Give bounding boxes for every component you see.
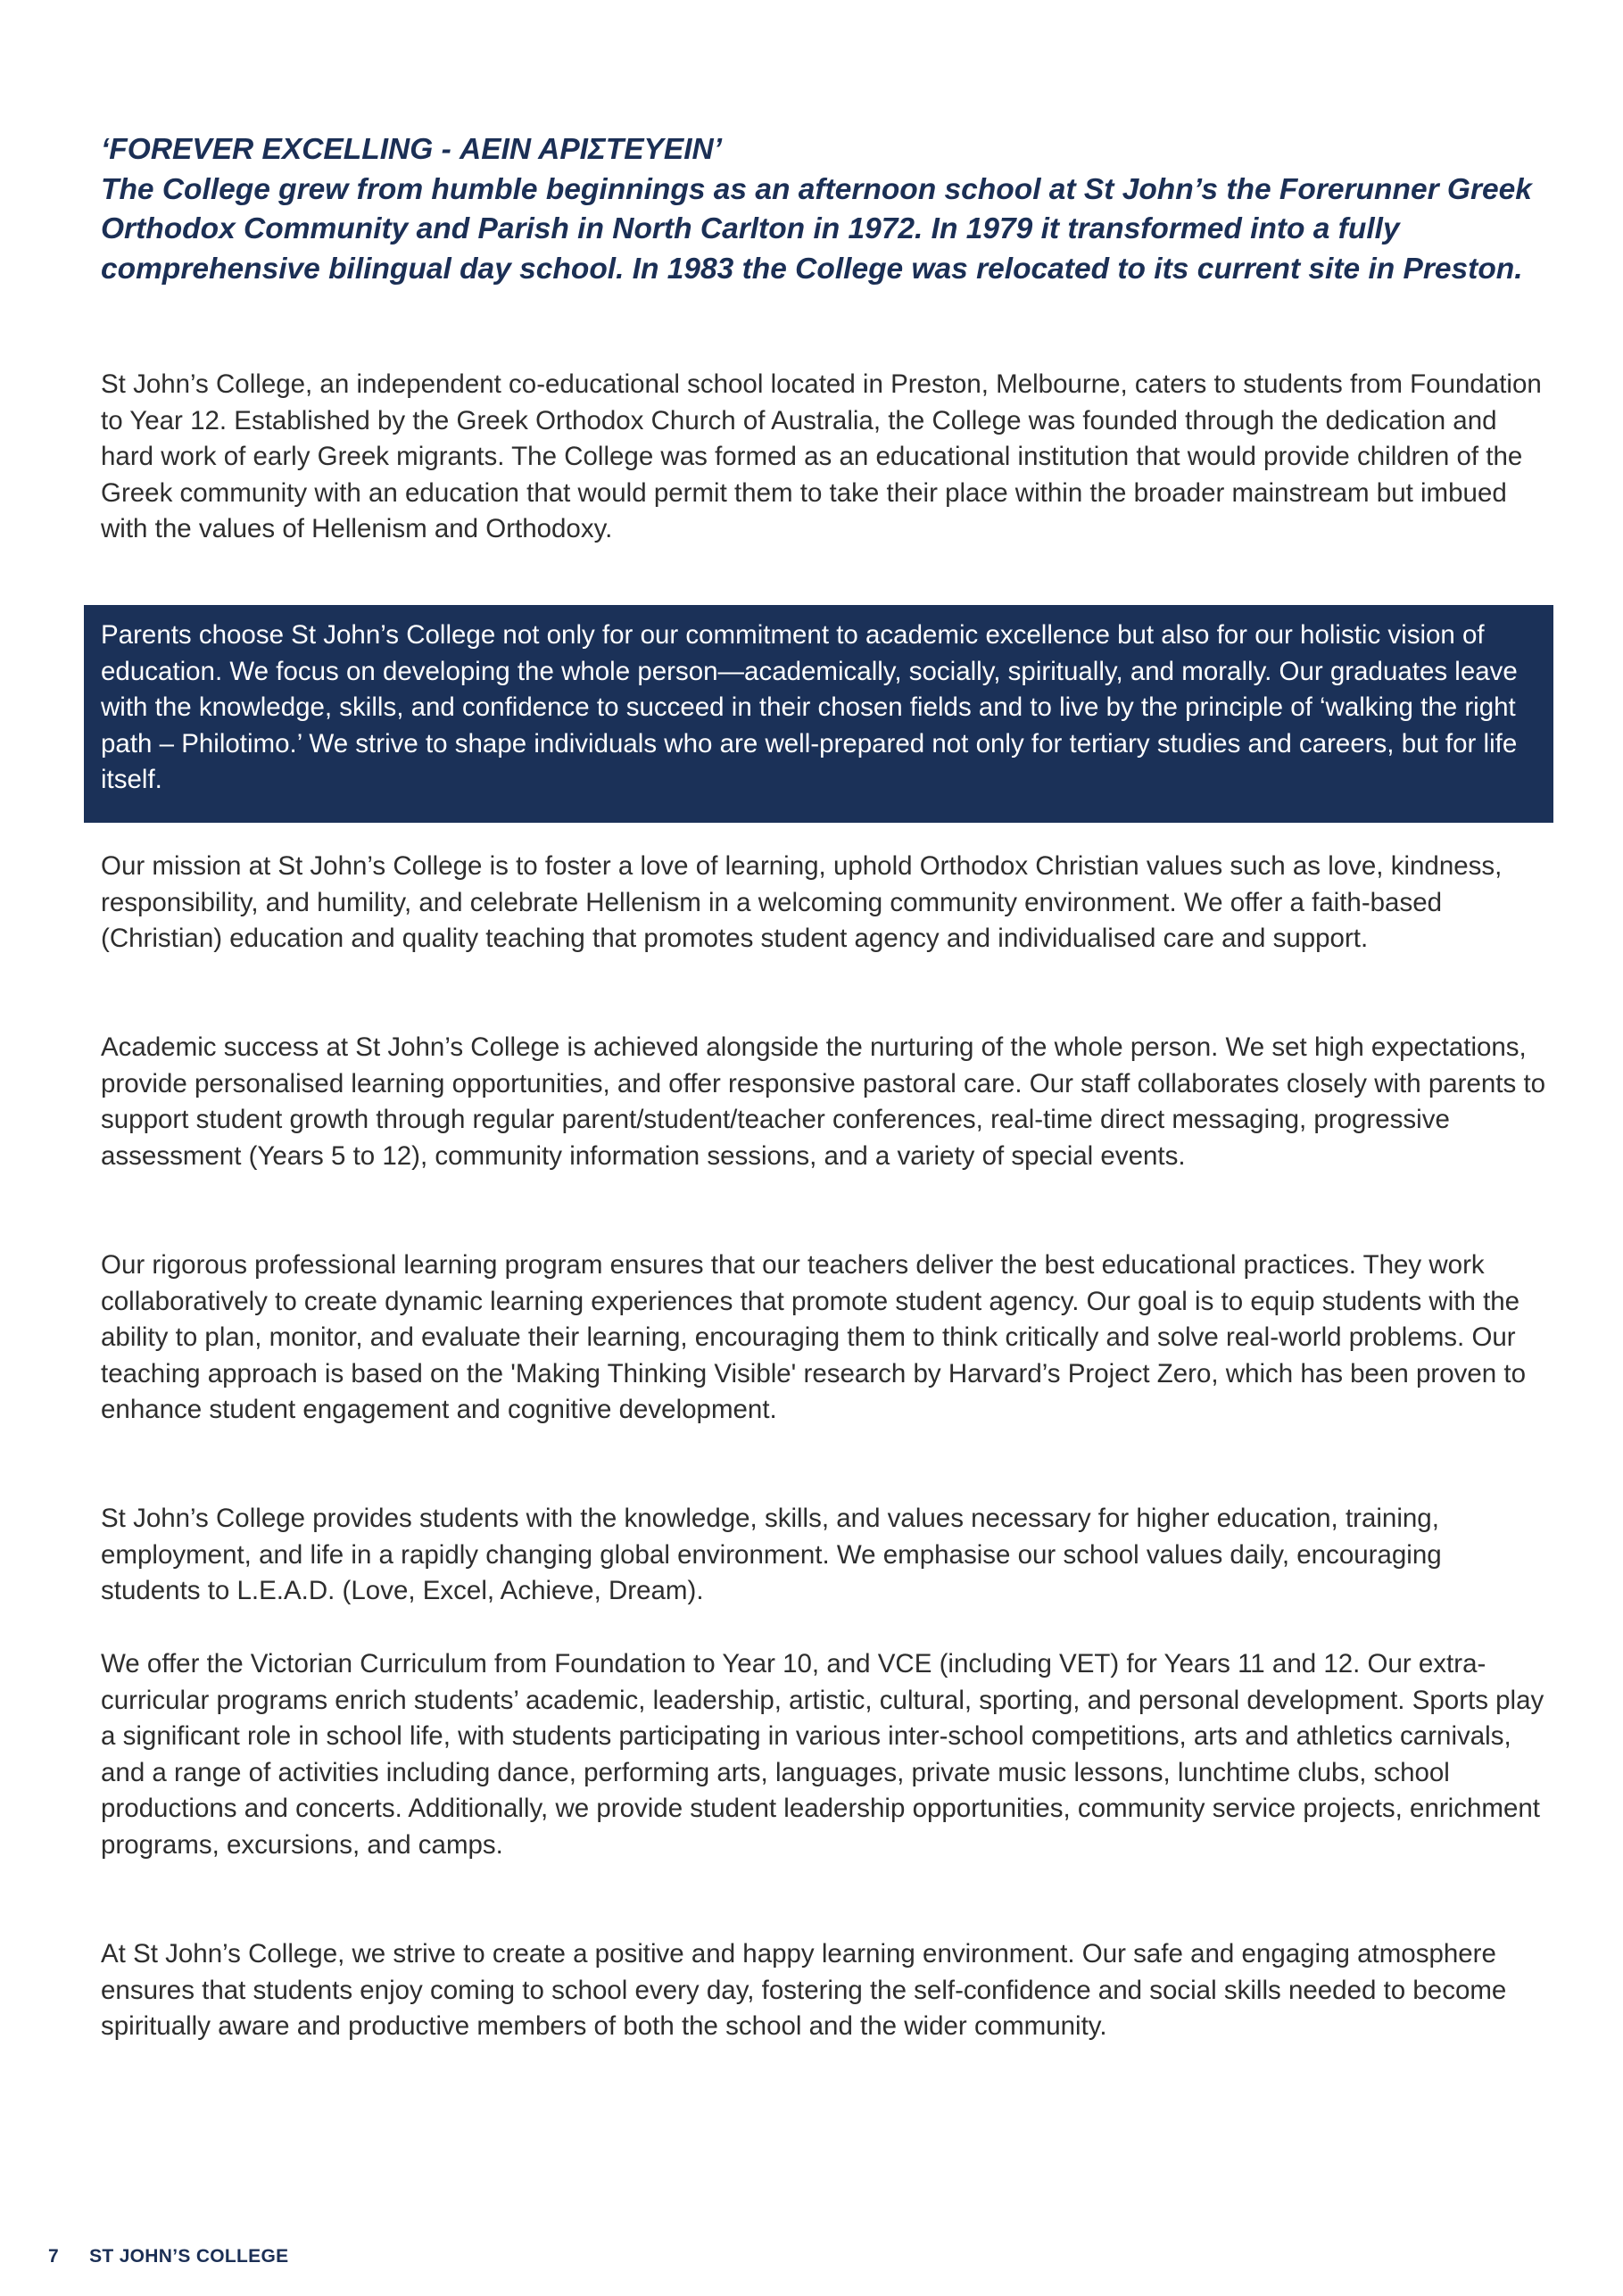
paragraph-environment: At St John’s College, we strive to create a positive and happy learning environment. Our safe and engaging atmosphere ensures that students enjoy coming to school every day, fostering the self-confidence and social skills needed to become spiritually aware and productive members of both the school and the wider community. [101,1939,1507,2042]
paragraph-mission: Our mission at St John’s College is to foster a love of learning, uphold Orthodox Christian values such as love, kindness, responsibility, and humility, and celebrate Hellenism in a welcoming community environment. We offer a faith-based (Christian) education and quality teaching that promotes student agency and individualised care and support. [101,851,1503,954]
intro-block [101,130,1537,289]
callout-text: Parents choose St John’s College not only for our commitment to academic excellence but also for our holistic vision of education. We focus on developing the whole person—academically, socially, spiritually, and morally. Our graduates leave with the knowledge, skills, and confidence to succeed in their chosen fields and to live by the principle of ‘walking the right path – Philotimo.’ We strive to shape individuals who are well-prepared not only for tertiary studies and careers, but for life itself. [101,620,1518,795]
page-number: 7 [48,2246,59,2267]
motto-heading: ‘FOREVER EXCELLING - ΑΕΙΝ ΑΡΙΣΤΕΥΕΙΝ’ [101,133,723,166]
paragraph-professional-learning: Our rigorous professional learning program ensures that our teachers deliver the best educational practices. They work collaboratively to create dynamic learning experiences that promote student agency. Our goal is to equip students with the ability to plan, monitor, and evaluate their learning, encouraging them to think critically and solve real-world problems. Our teaching approach is based on the 'Making Thinking Visible' research by Harvard’s Project Zero, which has been proven to enhance student engagement and cognitive development. [101,1250,1526,1425]
publication-name: ST JOHN’S COLLEGE [89,2246,289,2267]
history-statement: The College grew from humble beginnings as an afternoon school at St John’s the Forerunner Greek Orthodox Community and Parish in North Carlton in 1972. In 1979 it transformed into a fully comprehensive bilingual day school. In 1983 the College was relocated to its current site in Preston. [101,172,1532,286]
paragraph-values: St John’s College provides students with the knowledge, skills, and values necessary for higher education, training, employment, and life in a rapidly changing global environment. We emphasise our school values daily, encouraging students to L.E.A.D. (Love, Excel, Achieve, Dream). [101,1504,1442,1606]
callout-box [84,605,1553,823]
page-footer [48,2246,288,2267]
paragraph-academic-success: Academic success at St John’s College is achieved alongside the nurturing of the whole person. We set high expectations, provide personalised learning opportunities, and offer responsive pastoral care. Our staff collaborates closely with parents to support student growth through regular parent/student/teacher conferences, real-time direct messaging, progressive assessment (Years 5 to 12), community information sessions, and a variety of special events. [101,1032,1546,1171]
paragraph-about-college: St John’s College, an independent co-educational school located in Preston, Melbourne, caters to students from Foundation to Year 12. Established by the Greek Orthodox Church of Australia, the College was founded through the dedication and hard work of early Greek migrants. The College was formed as an educational institution that would provide children of the Greek community with an education that would permit them to take their place within the broader mainstream but imbued with the values of Hellenism and Orthodoxy. [101,369,1542,544]
paragraph-curriculum: We offer the Victorian Curriculum from Foundation to Year 10, and VCE (including VET) for Years 11 and 12. Our extra-curricular programs enrich students’ academic, leadership, artistic, cultural, sporting, and personal development. Sports play a significant role in school life, with students participating in various inter-school competitions, arts and athletics carnivals, and a range of activities including dance, performing arts, languages, private music lessons, lunchtime clubs, school productions and concerts. Additionally, we provide student leadership opportunities, community service projects, enrichment programs, excursions, and camps. [101,1649,1544,1860]
